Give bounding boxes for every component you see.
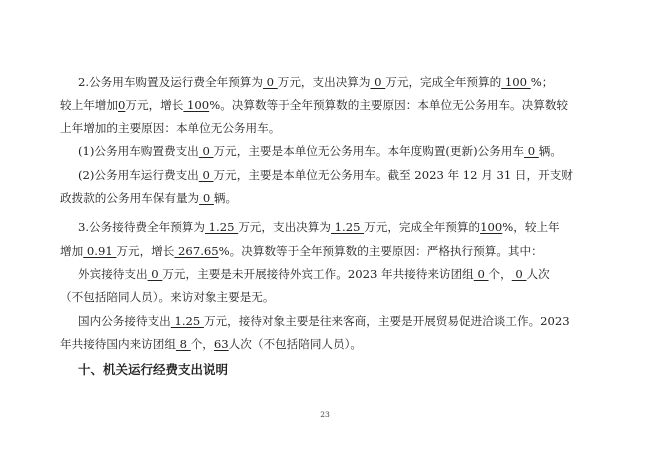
text-fragment: 万元，完成全年预算的	[364, 220, 481, 234]
underlined-value: 1.25	[330, 220, 365, 234]
underlined-value: 100	[480, 220, 503, 234]
text-fragment: %。决算数等于全年预算数的主要原因：严格执行预算。其中：	[218, 244, 543, 258]
text-line	[60, 244, 543, 259]
underlined-value: 0	[473, 267, 489, 281]
text-fragment: 辆。	[538, 144, 562, 158]
underlined-value: 0	[262, 75, 278, 89]
text-line	[60, 290, 274, 305]
text-fragment: %；	[530, 75, 554, 89]
section-heading: 十、机关运行经费支出说明	[78, 362, 229, 377]
text-fragment: 上年增加的主要原因：本单位无公务用车。	[60, 121, 281, 135]
text-line	[60, 121, 280, 136]
text-fragment: (1)公务用车购置费支出	[78, 144, 199, 158]
text-fragment: 年共接待国内来访团组	[60, 337, 176, 351]
text-line	[78, 75, 553, 90]
text-fragment: 万元，接待对象主要是往来客商，主要是开展贸易促进洽谈工作。2023	[203, 314, 570, 328]
text-fragment: (2)公务用车运行费支出	[78, 168, 199, 182]
text-line	[78, 267, 550, 282]
text-fragment: （不包括陪同人员）。来访对象主要是无。	[60, 290, 275, 304]
underlined-value: 100	[501, 75, 531, 89]
text-fragment: 人次	[526, 267, 550, 281]
underlined-value: 63	[213, 337, 229, 351]
underlined-value: 0	[147, 267, 163, 281]
text-fragment: 人次（不包括陪同人员）。	[228, 337, 362, 351]
text-line	[78, 168, 573, 183]
text-fragment: %，较上年	[502, 220, 560, 234]
underlined-value: 1.25	[205, 220, 239, 234]
underlined-value: 0	[199, 191, 214, 205]
text-line	[78, 314, 570, 329]
text-fragment: 2.公务用车购置及运行费全年预算为	[78, 75, 263, 89]
text-line	[78, 220, 560, 235]
underlined-value: 0	[524, 144, 539, 158]
text-fragment: 万元，主要是本单位无公务用车。截至 2023 年 12 月 31 日，开支财	[213, 168, 573, 182]
text-fragment: 万元，增长	[125, 98, 184, 112]
text-line	[60, 98, 568, 113]
text-fragment: 增加	[60, 244, 84, 258]
underlined-value: 0.91	[83, 244, 117, 258]
text-line	[60, 191, 237, 206]
text-fragment: 较上年增加	[60, 98, 118, 112]
underlined-value: 0	[117, 98, 126, 112]
underlined-value: 0	[370, 75, 386, 89]
text-fragment: 个，	[488, 267, 512, 281]
underlined-value: 100	[183, 98, 210, 112]
underlined-value: 1.25	[170, 314, 204, 328]
text-fragment: 国内公务接待支出	[78, 314, 171, 328]
text-fragment: 万元，主要是未开展接待外宾工作。2023 年共接待来访团组	[162, 267, 474, 281]
text-fragment: 万元，主要是本单位无公务用车。本年度购置(更新)公务用车	[213, 144, 525, 158]
text-fragment: 3.公务接待费全年预算为	[78, 220, 205, 234]
underlined-value: 0	[198, 144, 214, 158]
underlined-value: 0	[198, 168, 214, 182]
text-fragment: 个，	[190, 337, 214, 351]
text-fragment: %。决算数等于全年预算数的主要原因：本单位无公务用车。决算数较	[209, 98, 569, 112]
underlined-value: 8	[175, 337, 191, 351]
text-fragment: 万元，完成全年预算的	[385, 75, 502, 89]
text-fragment: 外宾接待支出	[78, 267, 148, 281]
text-fragment: 万元，增长	[116, 244, 175, 258]
text-fragment: 辆。	[213, 191, 238, 205]
text-fragment: 万元，支出决算为	[277, 75, 371, 89]
text-line	[78, 144, 562, 159]
underlined-value: 267.65	[174, 244, 219, 258]
text-line	[60, 337, 362, 352]
text-fragment: 万元，支出决算为	[238, 220, 331, 234]
underlined-value: 0	[511, 267, 527, 281]
text-fragment: 政拨款的公务用车保有量为	[60, 191, 200, 205]
page-number: 23	[320, 410, 330, 419]
